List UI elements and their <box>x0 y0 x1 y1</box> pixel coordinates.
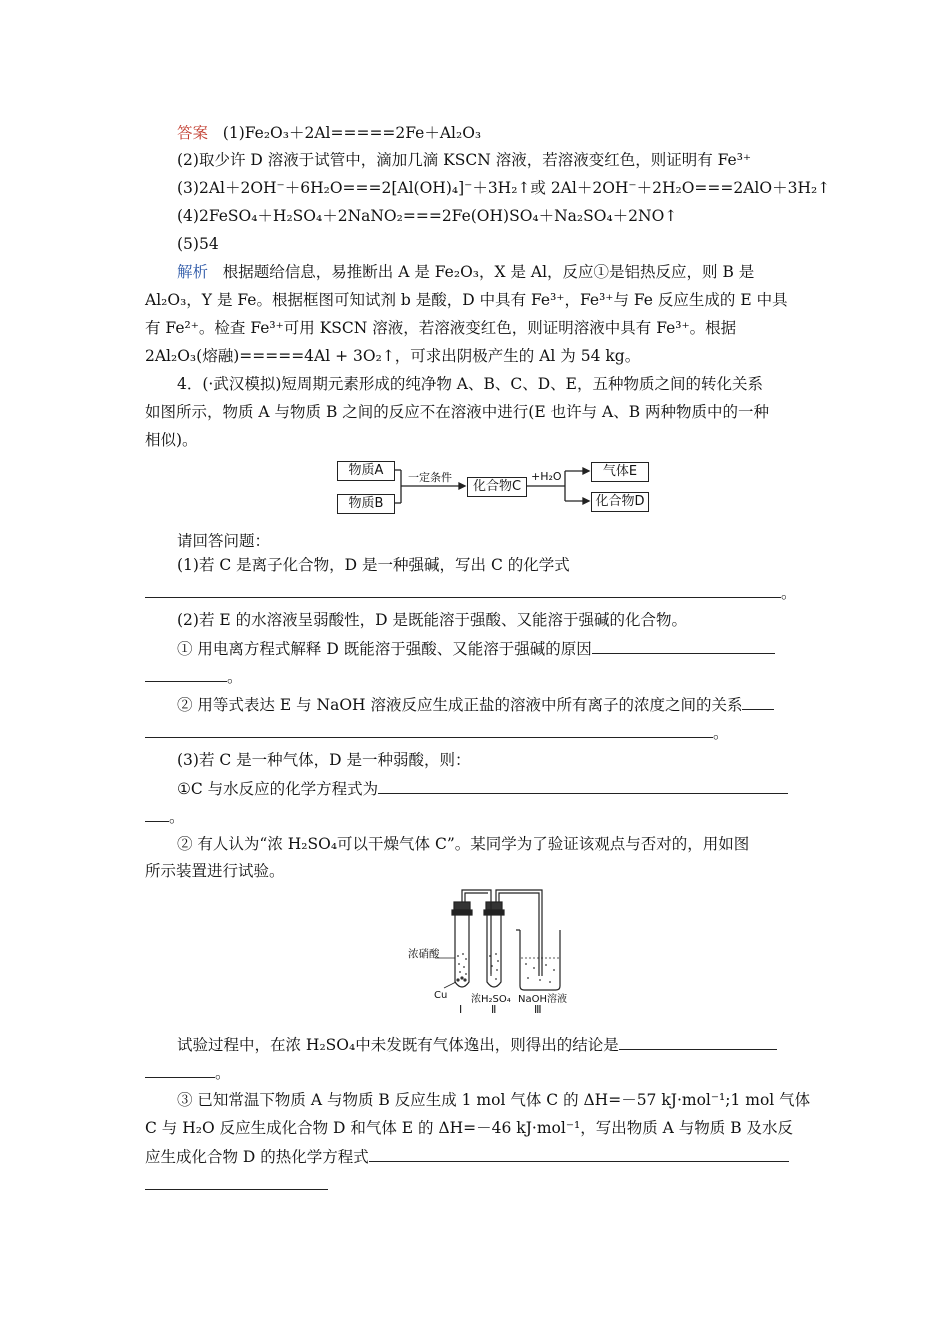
answer-blank[interactable] <box>378 778 788 794</box>
period: 。 <box>227 668 243 686</box>
period: 。 <box>781 584 797 602</box>
q2a-line <box>177 638 775 659</box>
q3c-text: 试验过程中，在浓 H₂SO₄中未发既有气体逸出，则得出的结论是 <box>177 1036 619 1054</box>
q3a-line <box>177 778 788 799</box>
label-tube-1: Ⅰ <box>459 1003 463 1016</box>
q2a-text: ① 用电离方程式解释 D 既能溶于强酸、又能溶于强碱的原因 <box>177 640 592 658</box>
answer-line-1 <box>177 123 481 143</box>
answer-blank[interactable] <box>145 722 713 738</box>
label-naoh: NaOH溶液 <box>518 994 567 1005</box>
q3c-line <box>177 1034 777 1055</box>
analysis-label: 解析 <box>177 263 209 281</box>
q2b-continue <box>145 722 729 743</box>
answer-blank[interactable] <box>369 1146 789 1162</box>
answer-blank[interactable] <box>742 694 774 710</box>
q1-answer-line <box>145 582 797 603</box>
q2b-line <box>177 694 774 715</box>
q3d-line-2: C 与 H₂O 反应生成化合物 D 和气体 E 的 ΔH=－46 kJ·mol⁻¹，写出物质 A 与物质 B 及水反 <box>145 1119 794 1137</box>
answer-1: (1)Fe₂O₃＋2Al=====2Fe＋Al₂O₃ <box>222 124 482 142</box>
period: 。 <box>215 1064 231 1082</box>
answer-3: (3)2Al＋2OH⁻＋6H₂O===2[Al(OH)₄]⁻＋3H₂↑或 2Al＋2OH⁻＋2H₂O===2AlO＋3H₂↑ <box>177 179 831 197</box>
label-copper: Cu <box>434 990 448 1001</box>
answer-blank[interactable] <box>619 1034 777 1050</box>
flow-diagram <box>335 457 655 517</box>
box-substance-b: 物质B <box>337 494 395 514</box>
period: 。 <box>169 808 185 826</box>
q2b-text: ② 用等式表达 E 与 NaOH 溶液反应生成正盐的溶液中所有离子的浓度之间的关系 <box>177 696 743 714</box>
analysis-1: 根据题给信息，易推断出 A 是 Fe₂O₃，X 是 Al，反应①是铝热反应，则 B 是 <box>222 263 755 281</box>
q3b-line-1: ② 有人认为“浓 H₂SO₄可以干燥气体 C”。某同学为了验证该观点与否对的，用如图 <box>177 835 750 853</box>
label-beaker-3: Ⅲ <box>534 1003 542 1016</box>
box-gas-e: 气体E <box>591 462 649 482</box>
q4-line-1: 4．(·武汉模拟)短周期元素形成的纯净物 A、B、C、D、E，五种物质之间的转化关系 <box>177 375 763 393</box>
q1-text: (1)若 C 是离子化合物，D 是一种强碱，写出 C 的化学式 <box>177 556 570 574</box>
analysis-4: 2Al₂O₃(熔融)=====4Al + 3O₂↑，可求出阴极产生的 Al 为 54 kg。 <box>145 347 641 365</box>
q4-line-2: 如图所示，物质 A 与物质 B 之间的反应不在溶液中进行(E 也许与 A、B 两种物质中的一种 <box>145 403 770 421</box>
box-substance-a: 物质A <box>337 461 395 481</box>
answer-blank[interactable] <box>592 638 775 654</box>
q3a-text: ①C 与水反应的化学方程式为 <box>177 780 379 798</box>
period: 。 <box>713 724 729 742</box>
analysis-2: Al₂O₃，Y 是 Fe。根据框图可知试剂 b 是酸，D 中具有 Fe³⁺，Fe³⁺与 Fe 反应生成的 E 中具 <box>145 291 788 309</box>
label-condition: 一定条件 <box>408 471 452 484</box>
q3-text: (3)若 C 是一种气体，D 是一种弱酸，则： <box>177 751 471 769</box>
answer-4: (4)2FeSO₄＋H₂SO₄＋2NaNO₂===2Fe(OH)SO₄＋Na₂SO₄＋2NO↑ <box>177 207 678 225</box>
analysis-3: 有 Fe²⁺。检查 Fe³⁺可用 KSCN 溶液，若溶液变红色，则证明溶液中具有 Fe³⁺。根据 <box>145 319 737 337</box>
q3d-continue <box>145 1174 328 1195</box>
answer-blank[interactable] <box>145 582 781 598</box>
label-conc-nitric-acid: 浓硝酸 <box>408 948 440 960</box>
answer-blank[interactable] <box>145 1174 328 1190</box>
answer-blank[interactable] <box>145 666 227 682</box>
answer-label: 答案 <box>177 124 209 142</box>
answer-5: (5)54 <box>177 235 219 253</box>
label-tube-2: Ⅱ <box>491 1003 497 1016</box>
q3d-text: 应生成化合物 D 的热化学方程式 <box>145 1148 369 1166</box>
q4-line-3: 相似)。 <box>145 431 198 449</box>
q3d-line-3 <box>145 1146 789 1167</box>
apparatus-figure <box>408 884 580 1020</box>
answer-blank[interactable] <box>145 1062 215 1078</box>
answer-blank[interactable] <box>145 806 169 822</box>
q3c-continue <box>145 1062 231 1083</box>
q3d-line-1: ③ 已知常温下物质 A 与物质 B 反应生成 1 mol 气体 C 的 ΔH=－57 kJ·mol⁻¹;1 mol 气体 <box>177 1091 811 1109</box>
answer-2: (2)取少许 D 溶液于试管中，滴加几滴 KSCN 溶液，若溶液变红色，则证明有 Fe³⁺ <box>177 151 752 169</box>
label-conc-sulfuric: 浓H₂SO₄ <box>471 994 511 1005</box>
box-compound-c: 化合物C <box>467 477 527 497</box>
q3a-continue <box>145 806 185 827</box>
box-compound-d: 化合物D <box>591 492 649 512</box>
q2a-continue <box>145 666 243 687</box>
analysis-line-1 <box>177 262 754 282</box>
prompt-text: 请回答问题： <box>177 532 271 550</box>
q2-text: (2)若 E 的水溶液呈弱酸性，D 是既能溶于强酸、又能溶于强碱的化合物。 <box>177 611 687 629</box>
liquid-dots <box>456 953 555 983</box>
label-water: +H₂O <box>531 470 562 483</box>
q3b-line-2: 所示装置进行试验。 <box>145 862 285 880</box>
